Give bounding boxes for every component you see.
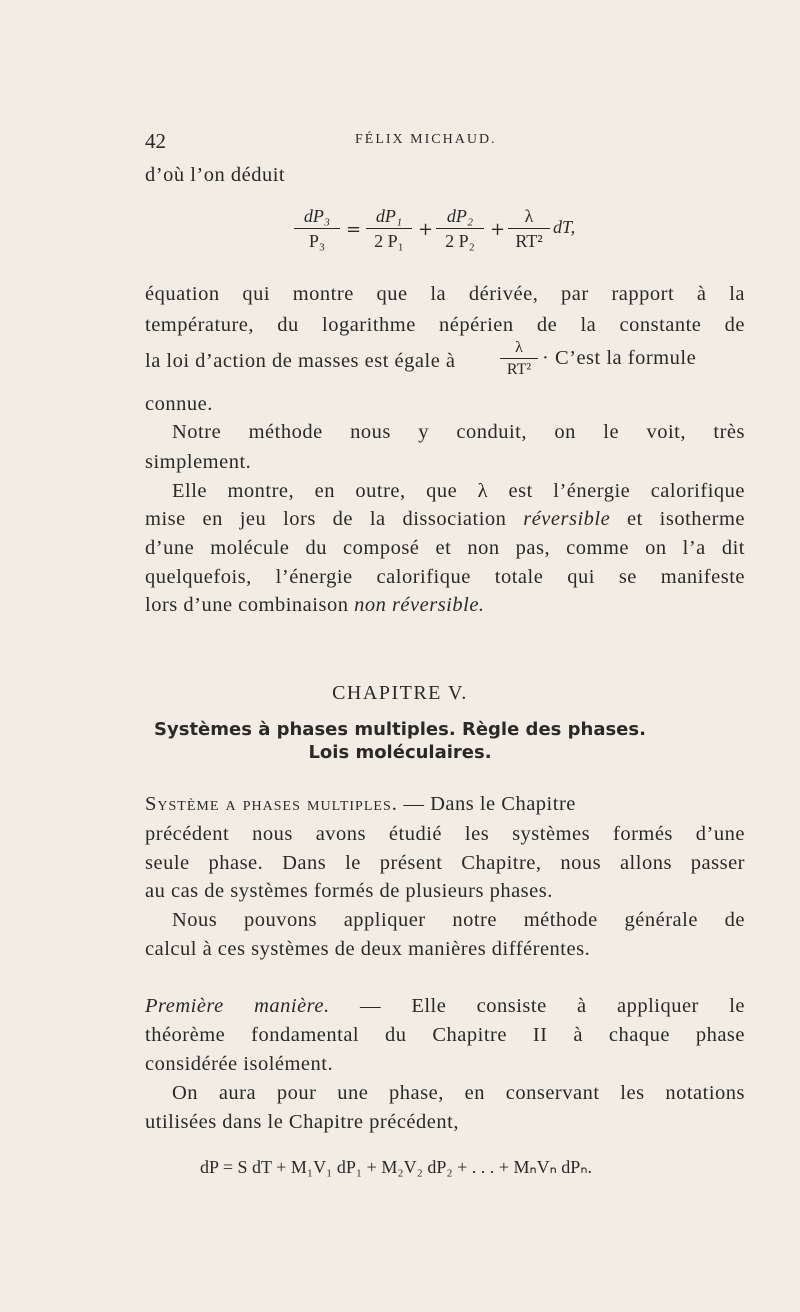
eq1-term3 bbox=[436, 206, 484, 252]
section1-line1-b: — Dans le Chapitre bbox=[403, 793, 576, 815]
section2-heading: Première manière. bbox=[145, 995, 330, 1017]
section1-line1 bbox=[145, 793, 745, 816]
para3-line3: d’une molécule du composé et non pas, comme on l’a dit bbox=[145, 537, 745, 559]
para1-line3-b: · C’est la formule bbox=[542, 347, 697, 369]
eq1-term2-num: dP₁ bbox=[366, 206, 412, 229]
section1-heading: Système a phases multiples. bbox=[145, 793, 398, 815]
section1-line2: précédent nous avons étudié les systèmes formés d’une bbox=[145, 823, 745, 845]
eq1-plus-2: + bbox=[490, 219, 506, 240]
para4-line2: calcul à ces systèmes de deux manières différentes. bbox=[145, 938, 591, 960]
section1-line4: au cas de systèmes formés de plusieurs phases. bbox=[145, 880, 553, 902]
para3-line2-b: et isotherme bbox=[627, 508, 745, 530]
eq1-term4-num: λ bbox=[508, 206, 550, 229]
para1-line3-a: la loi d’action de masses est égale à bbox=[145, 350, 456, 372]
chapter-title-line2: Lois moléculaires. bbox=[308, 742, 492, 763]
eq1-term3-num: dP₂ bbox=[436, 206, 484, 229]
para3-line5 bbox=[145, 594, 745, 617]
section2-line1 bbox=[145, 995, 745, 1018]
section2-line2: théorème fondamental du Chapitre II à chaque phase bbox=[145, 1024, 745, 1046]
chapter-label: CHAPITRE V. bbox=[332, 682, 468, 704]
chapter-title-line1: Systèmes à phases multiples. Règle des phases. bbox=[154, 719, 646, 740]
para3-line5-a: lors d’une combinaison bbox=[145, 594, 349, 616]
section2-line3: considérée isolément. bbox=[145, 1053, 334, 1075]
para5-line2: utilisées dans le Chapitre précédent, bbox=[145, 1111, 459, 1133]
page-number: 42 bbox=[145, 129, 166, 153]
section2-line1-b: — Elle consiste à appliquer le bbox=[359, 995, 746, 1017]
section1-line3: seule phase. Dans le présent Chapitre, nous allons passer bbox=[145, 852, 745, 874]
eq1-term2-den: 2 P₁ bbox=[374, 231, 404, 251]
eq1-term1 bbox=[294, 206, 340, 252]
inline-frac-den: RT² bbox=[506, 361, 532, 378]
eq1-term4-den: RT² bbox=[515, 231, 543, 251]
para1-line4: connue. bbox=[145, 393, 213, 415]
eq1-term1-den: P₃ bbox=[308, 231, 326, 251]
para2-line2: simplement. bbox=[145, 451, 252, 473]
para3-line2 bbox=[145, 508, 745, 531]
para1-line2: température, du logarithme népérien de la constante de bbox=[145, 314, 745, 336]
para4-line1: Nous pouvons appliquer notre méthode générale de bbox=[172, 909, 745, 931]
equation-2: dP = S dT + M₁V₁ dP₁ + M₂V₂ dP₂ + . . . + MₙVₙ dPₙ. bbox=[200, 1157, 592, 1177]
eq1-term1-num: dP₃ bbox=[294, 206, 340, 229]
running-title: FÉLIX MICHAUD. bbox=[355, 132, 497, 147]
eq1-tail: dT, bbox=[553, 217, 576, 237]
para3-line2-italic: réversible bbox=[523, 508, 611, 530]
intro-line: d’où l’on déduit bbox=[145, 164, 286, 186]
inline-frac-num: λ bbox=[500, 339, 538, 359]
para3-line5-italic: non réversible. bbox=[354, 594, 485, 616]
para5-line1: On aura pour une phase, en conservant les notations bbox=[172, 1082, 745, 1104]
para2-line1: Notre méthode nous y conduit, on le voit, très bbox=[172, 421, 745, 443]
para1-line1: équation qui montre que la dérivée, par rapport à la bbox=[145, 283, 745, 305]
para3-line1: Elle montre, en outre, que λ est l’énergie calorifique bbox=[172, 480, 745, 502]
para1-inline-fraction bbox=[500, 339, 538, 379]
eq1-term2 bbox=[366, 206, 412, 252]
page-header bbox=[145, 129, 745, 153]
para3-line2-a: mise en jeu lors de la dissociation bbox=[145, 508, 507, 530]
para3-line4: quelquefois, l’énergie calorifique totale qui se manifeste bbox=[145, 566, 745, 588]
eq1-term3-den: 2 P₂ bbox=[445, 231, 475, 251]
eq1-plus-1: + bbox=[418, 219, 434, 240]
eq1-term4 bbox=[508, 206, 550, 252]
eq1-equals: = bbox=[346, 219, 362, 240]
